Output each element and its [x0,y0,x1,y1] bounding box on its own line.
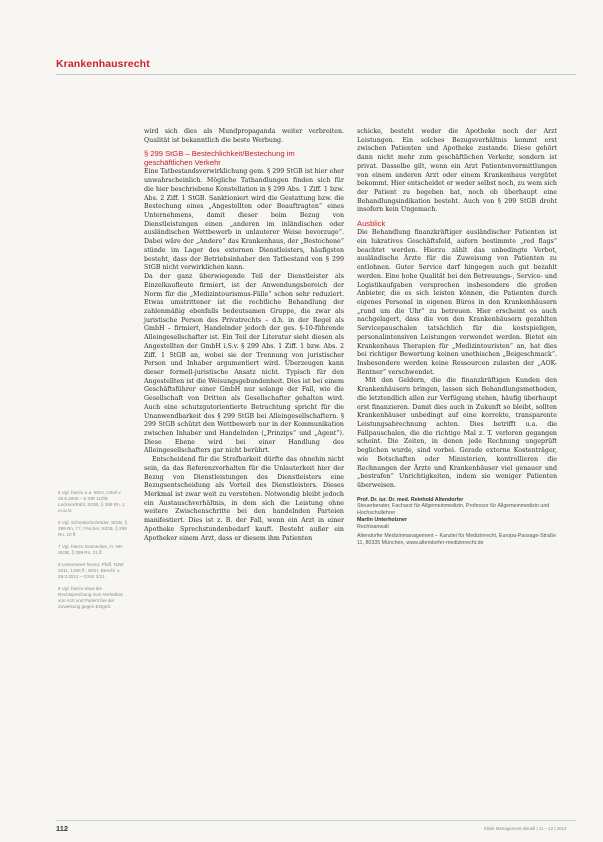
subheading: § 299 StGB – Bestechlichkeit/Bestechung im geschäftlichen Verkehr [144,149,295,168]
author-name: Prof. Dr. iur. Dr. med. Reinhold Altendorfer [357,496,464,503]
footnote: 9 Vgl. hierzu etwa die Rechtsprechung zum Verhältnis von Arzt und Patient bei der Zuweisung gegen Entgelt. [58,586,123,609]
paragraph: Da der ganz überwiegende Teil der Dienstleister als Einzelkaufleute firmiert, ist der Anwendungsbereich der Norm für die „Medizintourismus-Fälle“ schon sehr reduziert. Etwas umstrittener ist die rechtliche Behandlung der zahlenmäßig ebenfalls bedeutsamen Gruppe, die zwar als juristische Person des Privatrechts – d.h. in der Regel als GmbH – firmiert, Handelnder jedoch der ges. §-10-führende Alleingesellschafter ist. Ein Teil der Literatur sieht diesen als Angestellten der GmbH i.S.v. § 299 Abs. 1 Ziff. 1 bzw. Abs. 2 Ziff. 1 StGB an, wobei sie der Trennung von juristischer Person und Inhaber argumentiert wird. Überzeugen kann dieser formell-juristische Ansatz nicht. Typisch für den Angestellten ist die Weisungsgebundenheit. Dies ist bei einem Geschäftsführer einer GmbH nur solange der Fall, wie die Gesellschaft von Dritten als Gesellschafter gehalten wird. Auch eine schutzgutorientierte Betrachtung spricht für die Unanwendbarkeit des § 299 StGB bei Alleingesellschaftern. § 299 StGB schützt den Wettbewerb nur in der Kommunikation zwischen Inhaber und Handelnden („Prinzips“ und „Agent“). Diese Ebene wird bei einer Handlung des Alleingesellschafters gar nicht berührt. [144,273,344,455]
author-description: Steuerberater, Facharzt für Allgemeinmedizin, Professor für Allgemeinmedizin und Hochschullehrer [357,503,550,517]
footnote: 8 Lesenswert hierzu: Pfaff, NJW 2011, 1258 ff.; BGH, Beschl. v. 29.3.2012 – GSSt 2/11. [58,562,124,579]
footer-rule [56,820,576,821]
section-title: Krankenhausrecht [56,58,150,70]
text-column-right [357,128,557,547]
author-description: Rechtsanwalt [357,523,389,530]
paragraph: schicke, besteht weder die Apotheke noch der Arzt Leistungen. Ein solches Bezugsverhältnis kommt erst zwischen Patienten und Apotheke zustande. Diese gehört dann nicht mehr zum geschäftlichen Verkehr, sondern ist privat. Dasselbe gilt, wenn ein Arzt Patientenvermittlungen von einem anderen Arzt oder einem Krankenhaus vergütet bekommt. Hier entscheidet er weder selbst noch, zu wem sich der Patient zu begeben hat, noch ob überhaupt eine Behandlungsindikation besteht. Auch von § 299 StGB droht insofern kein Ungemach. [357,128,557,214]
footnote: 7 Vgl. hierzu Dannecker, in: NK-StGB, § 299 Rn. 21 ff. [58,544,124,555]
footnote: 6 Vgl. Schönke/Schröder, StGB, § 299 Rn. 7 f.; Fischer, StGB, § 299 Rn. 10 ff. [58,520,128,537]
text-column-left [144,128,344,543]
paragraph: wird sich dies als Mundpropaganda weiter verbreiten. Qualität ist bekanntlich die beste Werbung. [144,128,344,144]
paragraph: Entscheidend für die Strafbarkeit dürfte das ohnehin nicht sein, da das Referenzverhalten für die Unlauterkeit hier der Bezug von Dienstleistungen des Dienstleisters eine Bezugsentscheidung als Vorteil des Dienstleisters. Dieses Merkmal ist zwar weit zu verstehen. Notwendig bleibt jedoch ein Austauschverhältnis, in dem sich die Leistung ohne weitere Zwischenschritte bei den handelnden Parteien manifestiert. Dies ist z. B. der Fall, wenn ein Arzt in einer Apotheke Sprechstundenbedarf kauft. Besteht außer ein Apotheker einem Arzt, dass er diesem ihm Patienten [144,456,344,542]
paragraph: Mit den Geldern, die die finanzkräftigen Kunden den Krankenhäusern bringen, lassen sich Behandlungsmethoden, die letztendlich allen zur Verfügung stehen, häufig überhaupt erst finanzieren. Damit dies auch in Zukunft so bleibt, sollten Krankenhäuser unbedingt auf eine korrekte, transparente Leistungsabrechnung achten. Dies betrifft u.a. die Fallpauschalen, die die richtige Mal z. T. verloren gegangen scheint. Die Zeiten, in denen jede Rechnung ungeprüft beglichen wurde, sind vorbei. Gerade externe Kostenträger, wie Botschaften oder Ministerien, kontrollieren die Rechnungen der Ärzte und Krankenhäuser viel genauer und „bestrafen“ Unrichtigkeiten, indem sie weniger Patienten überweisen. [357,377,557,490]
paragraph: Eine Tatbestandsverwirklichung gem. § 299 StGB ist hier eher unwahrscheinlich. Mögliche Tathandlungen finden sich für die hier beschriebene Konstellation in § 299 Abs. 1 Ziff. 1 bzw. Abs. 2 Ziff. 1 StGB. Sanktioniert wird die Gestattung bzw. die Bestechung eines „Angestellten oder Beauftragten“ eines Unternehmens, damit dieser beim Bezug von Dienstleistungen einen „anderen im inländischen oder ausländischen Wettbewerb in unlauterer Weise bevorzuge“. Dabei wäre der „Andere“ das Krankenhaus, der „Bestochene“ stünde im Lager des externen Dienstleisters, häufigsten besteht, dass der Betriebsinhaber den Tatbestand von § 299 StGB nicht verwirklichen kann. [144,168,344,272]
author-bio [357,497,557,547]
footnotes [58,490,128,616]
journal-reference: Klinik Management aktuell | 11 – 12 | 2012 [484,826,567,831]
paragraph: Die Behandlung finanzkräftiger ausländischer Patienten ist ein lukratives Geschäftsfeld, aufern bestimmte „red flags“ beachtet werden. Hierzu zählt das unbedingte Verbot, ausländische Ärzte für die Zuweisung von Patienten zu entlohnen. Guter Service darf hingegen auch gut bezahlt werden. Eine hohe Qualität bei den Betreuungs-, Service- und Logistikaufgaben versprechen insbesondere die großen Anbieter, die es sich leisten können, die Patienten durch eigenes Personal in eigenen Büros in den Krankenhäusern „rund um die Uhr“ zu betreuen. Hier erscheint es auch nachgelagert, dass die von den Krankenhäusern gezahlten Servicepauschalen tatsächlich für die kostspieligen, personalintensiven Leistungen verwendet werden. Bietet ein Krankenhaus Therapien für „Medizintouristen“ an, hat dies bei richtiger Bewertung keinen unethischen „Beigeschmack“. Insbesondere werden keine Ressourcen zulasten der „AOK-Rentner“ verschwendet. [357,229,557,376]
header-rule [56,74,576,75]
subheading: Ausblick [357,219,386,229]
author-address: Altendorfer Medizinmanagement – Kanzlei für Medizinrecht, Europa-Passage-Straße 11, 80335 München, www.altendorfer-medizinrecht.de [357,533,557,546]
author-name: Martin Unterholzner [357,516,408,523]
page-number: 112 [56,824,69,833]
footnote: 5 Vgl. hierzu u.a. BGH, Urteil v. 29.6.2000 – 5 StR 11/09; Lackner/Kühl, StGB, § 299 Rn. 2 m.w.N. [58,490,125,513]
